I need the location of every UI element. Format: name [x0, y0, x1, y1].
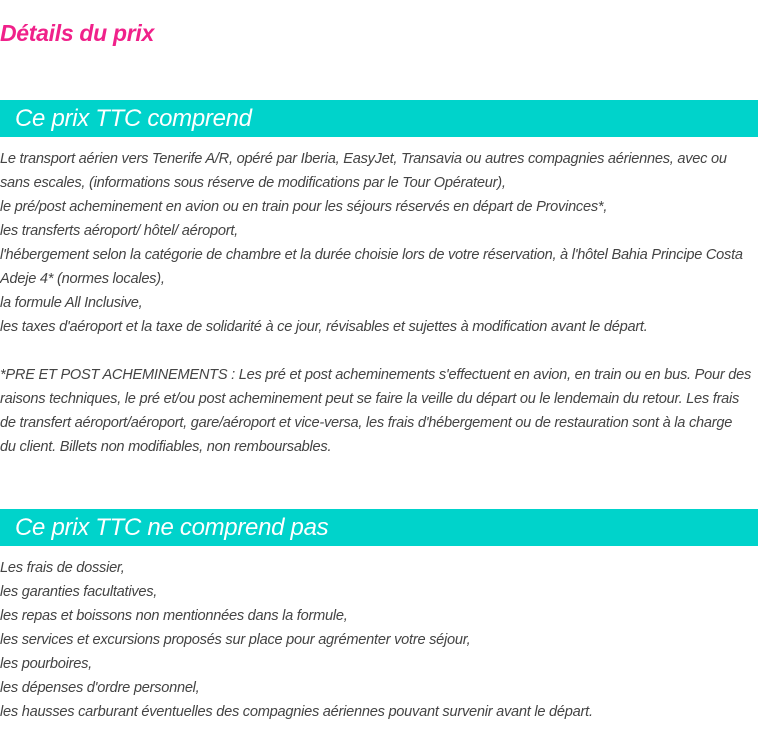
excluded-item: les garanties facultatives, [0, 584, 158, 600]
excluded-item: les repas et boissons non mentionnées dans la formule, [0, 608, 348, 624]
excluded-item: les dépenses d'ordre personnel, [0, 680, 200, 696]
included-item: Adeje 4* (normes locales), [0, 271, 165, 287]
transfer-note [0, 363, 758, 459]
note-line: de transfert aéroport/aéroport, gare/aéroport et vice-versa, les frais d'hébergement ou de restauration sont à la charge [0, 415, 733, 431]
included-item: la formule All Inclusive, [0, 295, 143, 311]
excluded-item: les pourboires, [0, 656, 92, 672]
included-item: le pré/post acheminement en avion ou en train pour les séjours réservés en départ de Provinces*, [0, 199, 608, 215]
included-item: sans escales, (informations sous réserve de modifications par le Tour Opérateur), [0, 175, 506, 191]
included-item: Le transport aérien vers Tenerife A/R, opéré par Iberia, EasyJet, Transavia ou autres compagnies aériennes, avec ou [0, 151, 727, 167]
section-heading-included: Ce prix TTC comprend [0, 100, 758, 137]
excluded-item: Les frais de dossier, [0, 560, 125, 576]
included-item: l'hébergement selon la catégorie de chambre et la durée choisie lors de votre réservation, à l'hôtel Bahia Principe Costa [0, 247, 743, 263]
included-item: les taxes d'aéroport et la taxe de solidarité à ce jour, révisables et sujettes à modification avant le départ. [0, 319, 648, 335]
excluded-item: les services et excursions proposés sur place pour agrémenter votre séjour, [0, 632, 471, 648]
excluded-item: les hausses carburant éventuelles des compagnies aériennes pouvant survenir avant le départ. [0, 704, 593, 720]
excluded-list [0, 556, 758, 724]
included-list [0, 147, 758, 339]
note-line: *PRE ET POST ACHEMINEMENTS : Les pré et post acheminements s'effectuent en avion, en train ou en bus. Pour des [0, 367, 752, 383]
note-line: raisons techniques, le pré et/ou post acheminement peut se faire la veille du départ ou le lendemain du retour. Les frais [0, 391, 740, 407]
section-heading-excluded: Ce prix TTC ne comprend pas [0, 509, 758, 546]
included-item: les transferts aéroport/ hôtel/ aéroport, [0, 223, 238, 239]
page-title: Détails du prix [0, 20, 154, 46]
note-line: du client. Billets non modifiables, non remboursables. [0, 439, 332, 455]
